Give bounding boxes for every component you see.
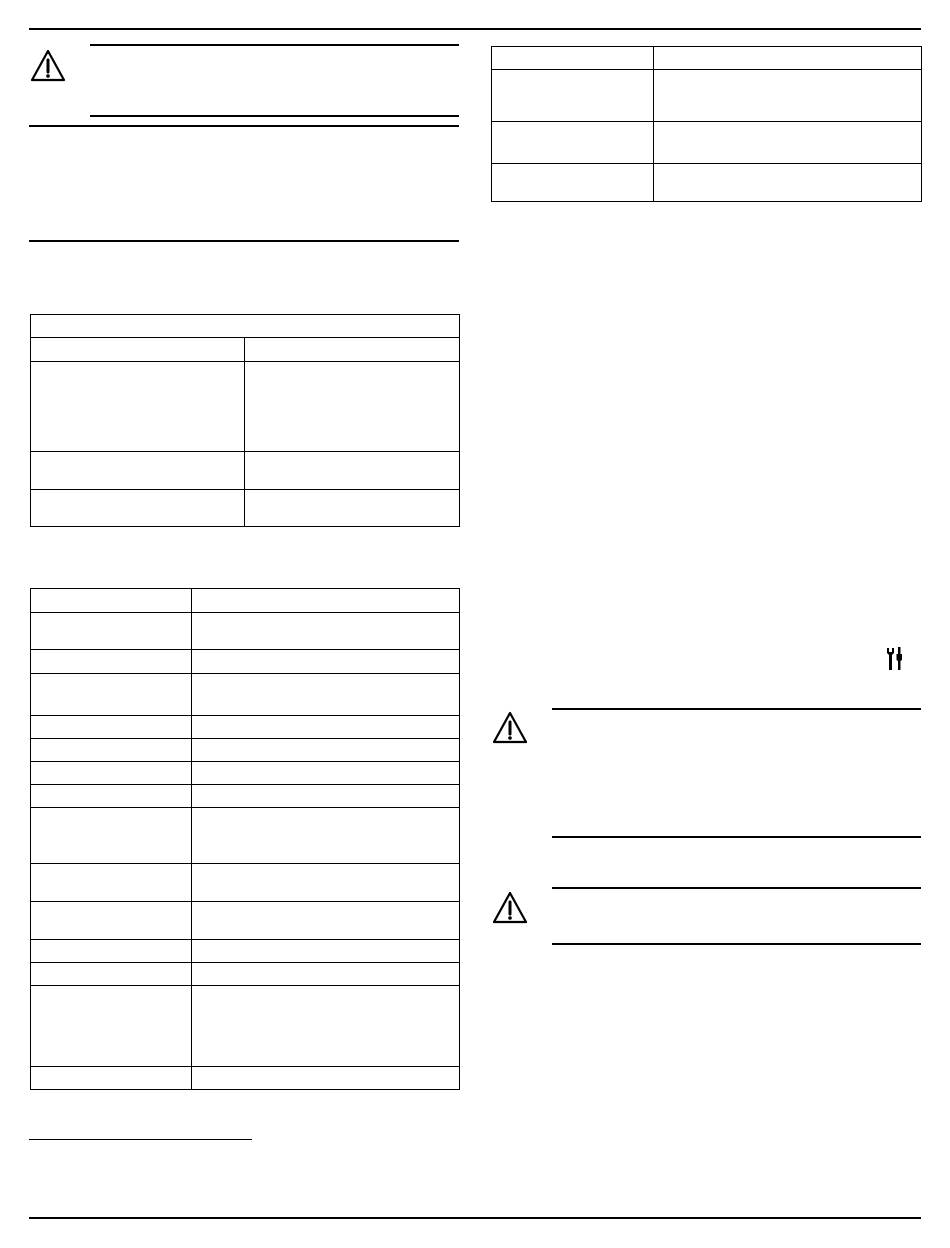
table-cell	[654, 122, 922, 164]
warning-bottom-rule	[552, 943, 921, 945]
table-cell	[192, 1067, 460, 1090]
wrench-screwdriver-icon	[884, 646, 904, 672]
header-rule	[29, 28, 921, 30]
table-cell	[31, 716, 192, 739]
warning-top-rule	[90, 44, 459, 46]
table-cell	[31, 650, 192, 674]
table-cell	[192, 785, 460, 808]
table-cell	[192, 808, 460, 864]
table-cell	[245, 490, 460, 527]
table-cell	[31, 902, 192, 940]
warning-icon	[491, 890, 529, 926]
warning-top-rule	[552, 708, 921, 710]
table-cell	[245, 338, 460, 362]
table-cell	[31, 808, 192, 864]
table-cell	[192, 986, 460, 1067]
table-cell	[492, 164, 654, 202]
table-cell	[31, 362, 245, 452]
table-cell	[31, 338, 245, 362]
table-cell	[31, 963, 192, 986]
table-cell	[192, 963, 460, 986]
table-cell	[31, 864, 192, 902]
table-cell	[31, 674, 192, 716]
table-cell	[492, 70, 654, 122]
table-cell	[31, 452, 245, 490]
table-cell	[31, 739, 192, 762]
table-cell	[31, 940, 192, 963]
footnote-rule	[29, 1139, 252, 1140]
section-rule	[29, 125, 459, 127]
spec-table	[30, 314, 460, 527]
table-cell	[192, 613, 460, 650]
table-cell	[192, 716, 460, 739]
table-cell	[192, 589, 460, 613]
table-cell	[192, 902, 460, 940]
parts-table	[30, 588, 460, 1090]
table-cell	[245, 362, 460, 452]
warning-top-rule	[552, 887, 921, 889]
table-cell	[192, 650, 460, 674]
table-cell	[31, 1067, 192, 1090]
table-cell	[192, 864, 460, 902]
table-cell	[31, 490, 245, 527]
table-cell	[31, 986, 192, 1067]
warning-bottom-rule	[90, 115, 459, 117]
table-cell	[654, 47, 922, 70]
table-cell	[192, 739, 460, 762]
warning-icon	[29, 48, 67, 84]
table-cell	[654, 164, 922, 202]
table-cell	[31, 762, 192, 785]
table-cell	[31, 785, 192, 808]
table-cell	[492, 47, 654, 70]
table-cell	[245, 452, 460, 490]
table-cell	[192, 762, 460, 785]
warning-bottom-rule	[552, 836, 921, 838]
footer-rule	[29, 1217, 921, 1219]
table-cell	[192, 674, 460, 716]
section-rule	[29, 240, 459, 242]
table-cell	[492, 122, 654, 164]
table-cell	[31, 589, 192, 613]
table-cell	[192, 940, 460, 963]
table-title	[31, 315, 460, 338]
table-cell	[654, 70, 922, 122]
warning-icon	[491, 710, 529, 746]
table-cell	[31, 613, 192, 650]
right-table	[491, 46, 922, 202]
